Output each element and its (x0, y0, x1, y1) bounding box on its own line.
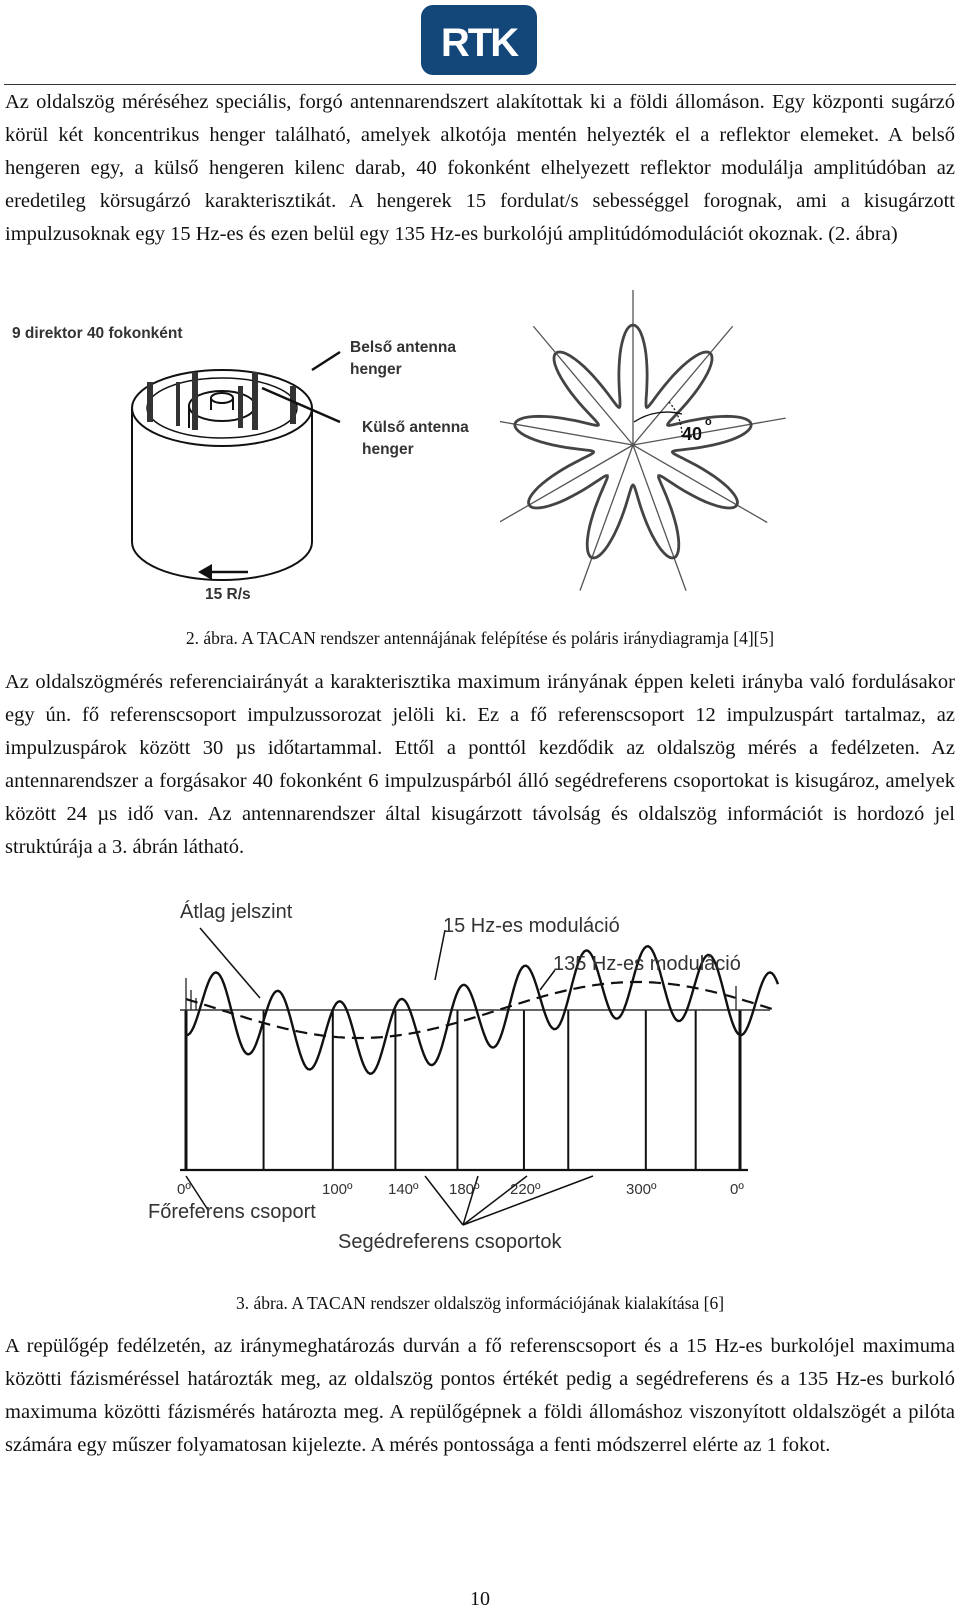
tick-0: 0º (177, 1181, 191, 1198)
paragraph-2: Az oldalszögmérés referenciairányát a karakterisztika maximum irányának éppen keleti irányba való fordulásakor egy ún. fő referenscsoport impulzussorozat jelöli ki. Ez a fő referenscsoport 12 impulzuspárt tartalmaz, az impulzuspárok között 30 µs időtartammal. Ettől a ponttól kezdődik az oldalszög mérés a fedélzeten. Az antennarendszer a forgásakor 40 fokonként 6 impulzuspárból álló segédreferens csoportokat is kisugároz, amelyek között 24 µs idő van. Az antennarendszer által kisugárzott távolság és oldalszög információt is hordozó jel struktúrája a 3. ábrán látható. (5, 671, 955, 858)
label-aux-reference: Segédreferens csoportok (338, 1231, 562, 1253)
paragraph-3: A repülőgép fedélzetén, az iránymeghatározás durván a fő referenscsoport és a 15 Hz-es burkolójel maximuma közötti fázisméréssel határozták meg, az oldalszög pontos értékét pedig a segédreferens és a 135 Hz-es burkoló maximuma közötti fázismérés határozta meg. A repülőgépnek a földi állomáshoz viszonyított oldalszögét a pilóta számára egy műszer folyamatosan kijelezte. A mérés pontossága a fenti módszerrel elérte az 1 fokot. (5, 1335, 955, 1456)
label-40-degrees: 40 (682, 424, 703, 444)
tick-0-end: 0º (730, 1181, 744, 1198)
figure3-caption: 3. ábra. A TACAN rendszer oldalszög információjának kialakítása [6] (235, 1293, 725, 1313)
rtk-logo (420, 4, 538, 76)
figure2-polar-diagram (500, 290, 830, 610)
label-outer-antenna-2: henger (362, 441, 414, 458)
label-main-reference: Főreferens csoport (148, 1201, 316, 1223)
label-speed: 15 R/s (205, 586, 251, 603)
figure2-caption: 2. ábra. A TACAN rendszer antennájának felépítése és poláris iránydiagramja [4][5] (185, 628, 775, 648)
label-average-level: Átlag jelszint (180, 901, 293, 923)
figure3-signal-diagram (0, 880, 960, 1280)
paragraph-1: Az oldalszög méréséhez speciális, forgó antennarendszert alakítottak ki a földi állomáson. Egy központi sugárzó körül két koncentrikus henger található, amelyek alkotója mentén helyezték el a reflektor elemeket. A belső hengeren egy, a külső hengeren kilenc darab, 40 fokonként elhelyezett reflektor modulálja amplitúdóban az eredetileg körsugárzó karakterisztikát. A hengerek 15 fordulat/s sebességgel forognak, ami a kisugárzott impulzusoknak egy 15 Hz-es és ezen belül egy 135 Hz-es burkolójú amplitúdómodulációt okoznak. (2. ábra) (5, 91, 955, 245)
tick-140: 140º (388, 1181, 419, 1198)
label-15hz-modulation: 15 Hz-es moduláció (443, 915, 620, 937)
tick-100: 100º (322, 1181, 353, 1198)
tick-180: 180º (449, 1181, 480, 1198)
label-degree-sign: o (705, 416, 712, 428)
figure2-antenna-drawing (0, 310, 480, 610)
label-director: 9 direktor 40 fokonként (12, 325, 183, 342)
header-rule (4, 84, 956, 85)
logo-text: RTK (440, 21, 518, 65)
label-outer-antenna-1: Külső antenna (362, 419, 469, 436)
tick-220: 220º (510, 1181, 541, 1198)
page-number: 10 (470, 1588, 490, 1610)
label-135hz-modulation: 135 Hz-es moduláció (553, 953, 741, 975)
label-inner-antenna-2: henger (350, 361, 402, 378)
tick-300: 300º (626, 1181, 657, 1198)
label-inner-antenna-1: Belső antenna (350, 339, 456, 356)
